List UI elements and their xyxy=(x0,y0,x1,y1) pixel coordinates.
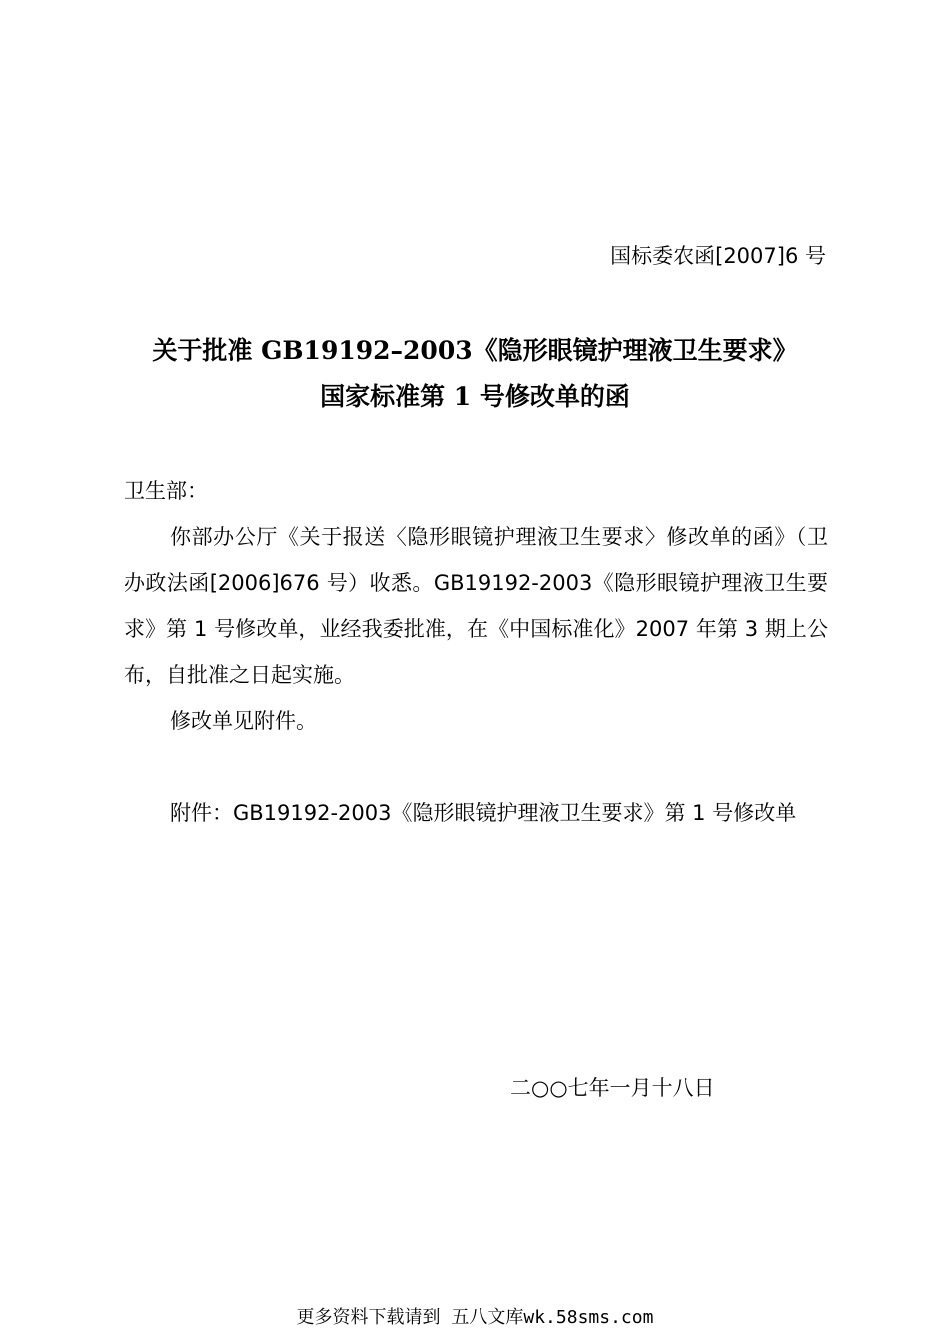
title-line-1: 关于批准 GB19192–2003《隐形眼镜护理液卫生要求》 xyxy=(152,336,798,365)
document-date: 二○○七年一月十八日 xyxy=(510,1076,715,1100)
salutation: 卫生部： xyxy=(124,479,208,503)
document-title xyxy=(0,328,950,420)
document-number: 国标委农函[2007]6 号 xyxy=(610,244,826,268)
body-paragraph-1: 你部办公厅《关于报送〈隐形眼镜护理液卫生要求〉修改单的函》（卫办政法函[2006]676 号）收悉。GB19192-2003《隐形眼镜护理液卫生要求》第 1 号修改单，业经我委批准，在《中国标准化》2007 年第 3 期上公布，自批准之日起实施。 xyxy=(124,525,828,687)
body-paragraph-2: 修改单见附件。 xyxy=(170,709,317,733)
footer-watermark: 更多资料下载请到 五八文库wk.58sms.com xyxy=(296,1307,654,1328)
title-line-2: 国家标准第 1 号修改单的函 xyxy=(320,382,630,411)
attachment-line: 附件：GB19192-2003《隐形眼镜护理液卫生要求》第 1 号修改单 xyxy=(170,801,797,825)
